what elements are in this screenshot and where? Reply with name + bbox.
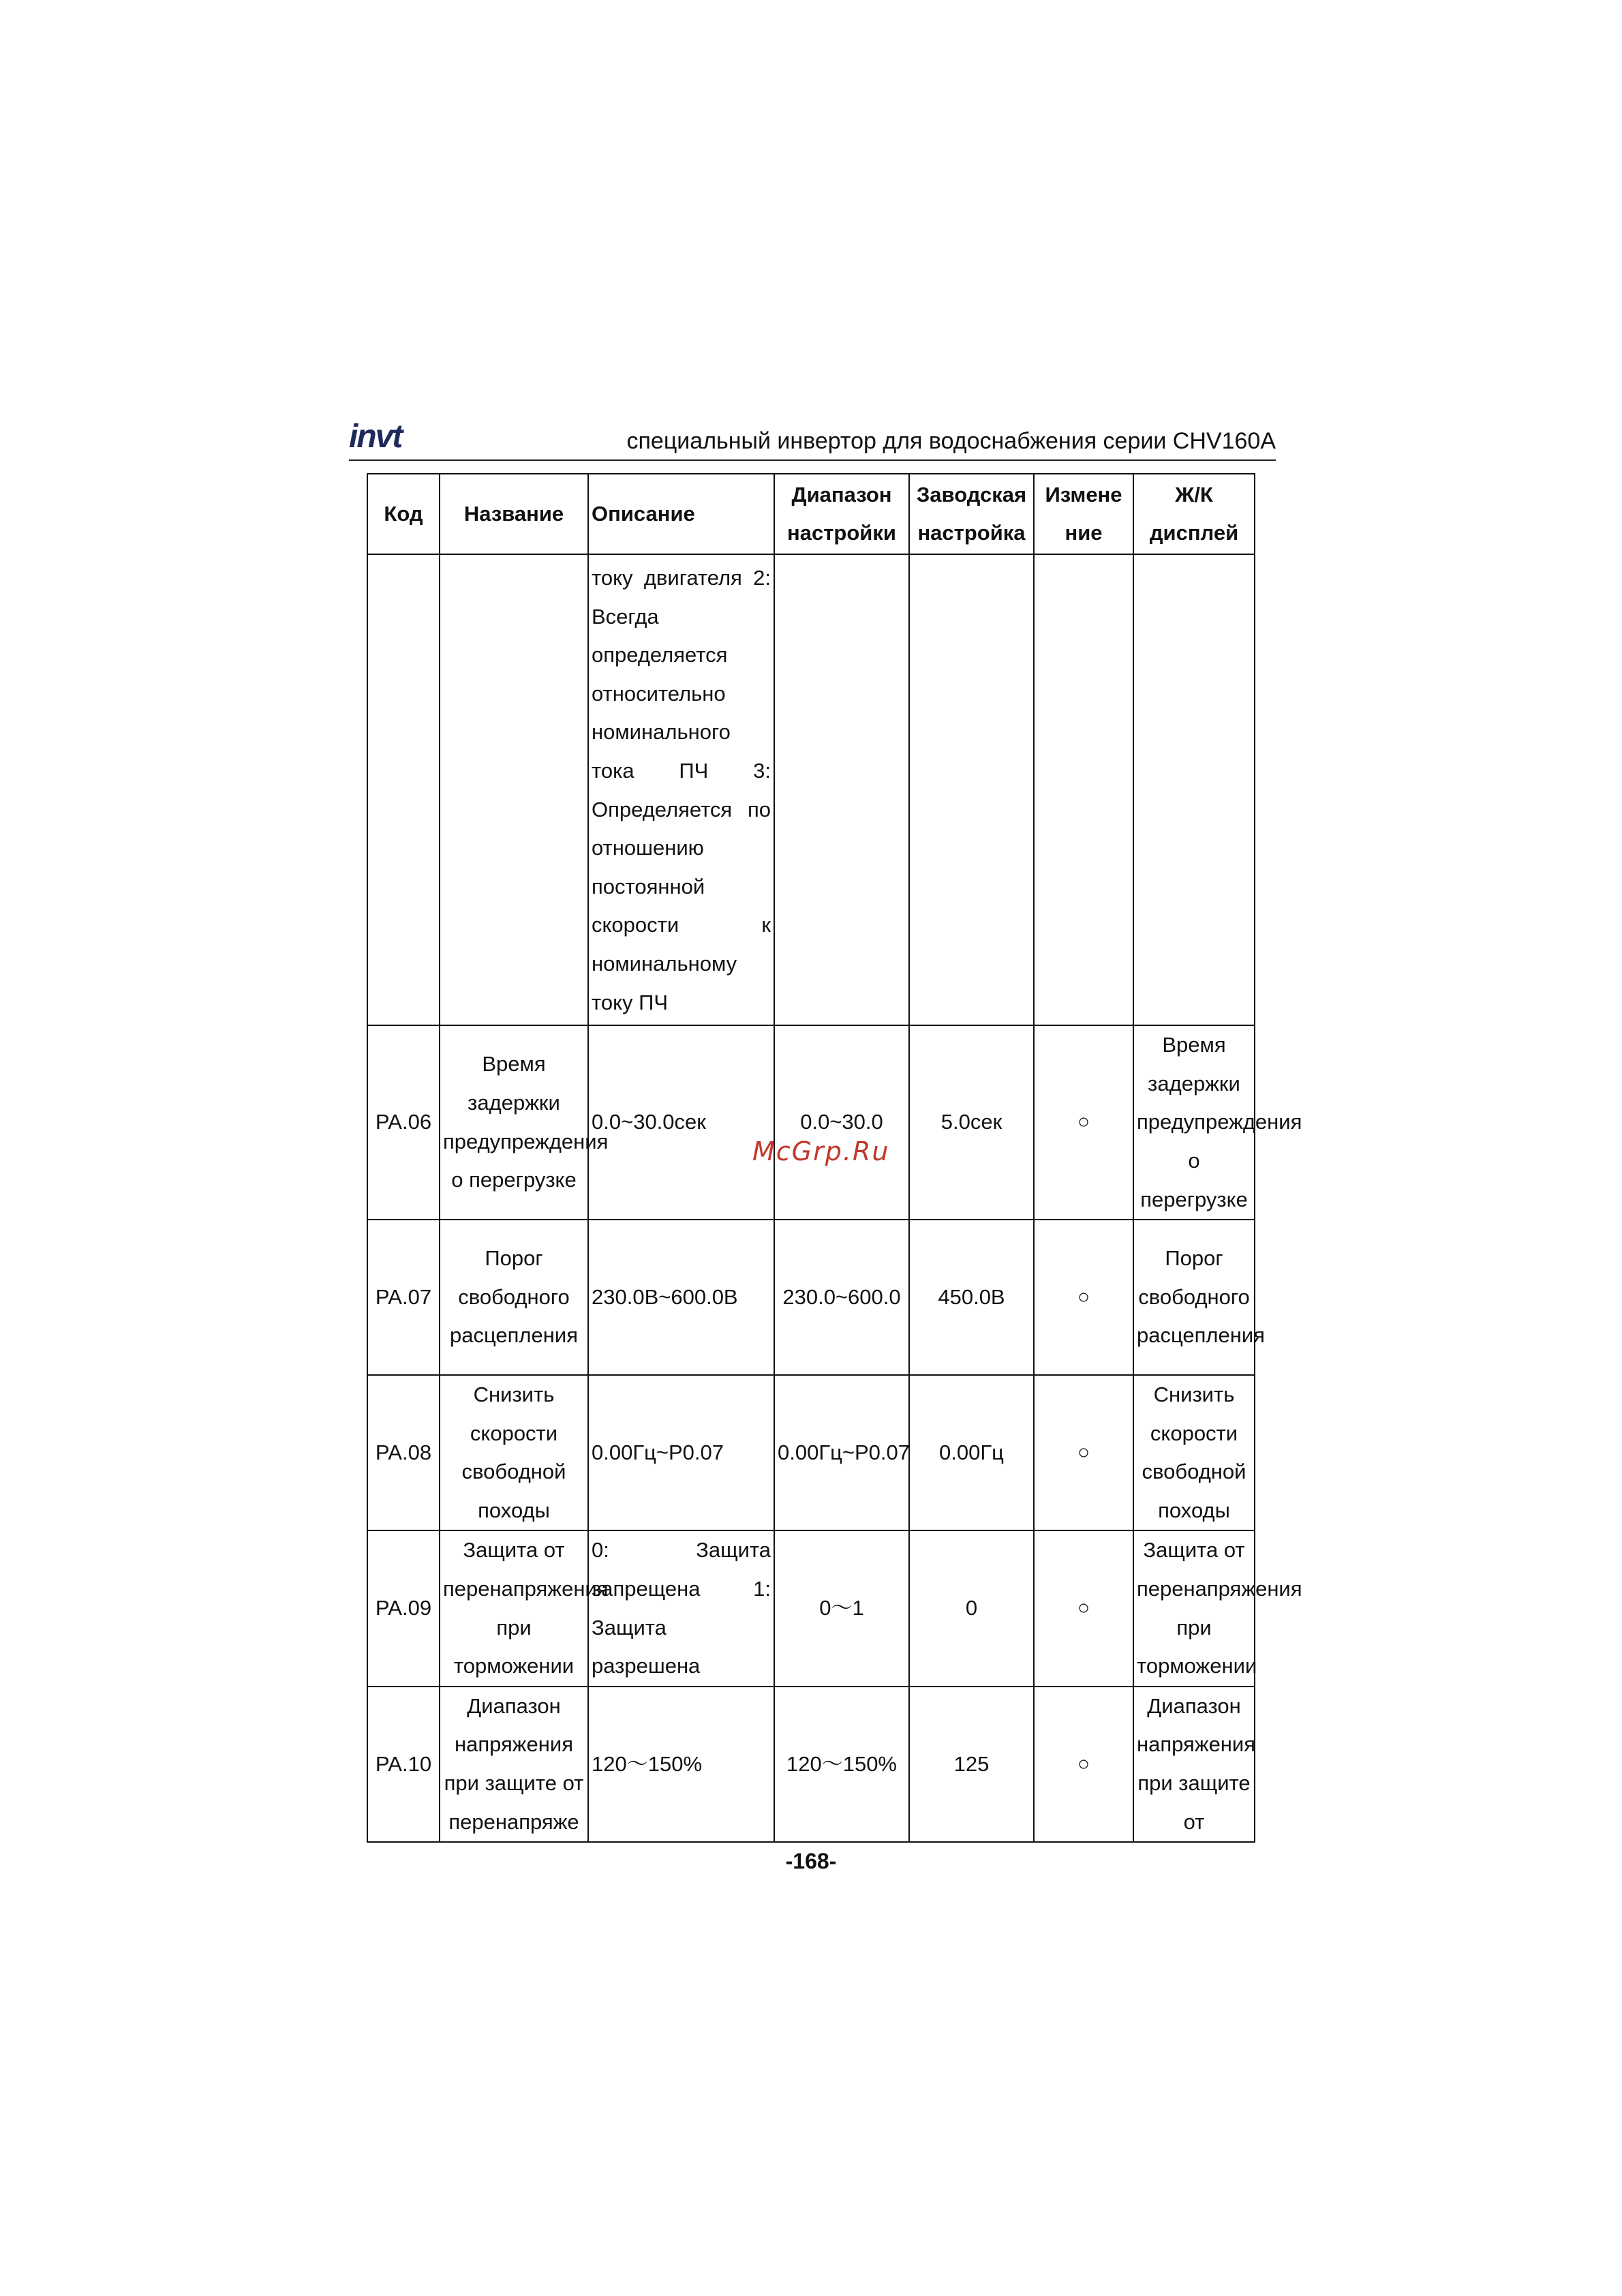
cell-description: 0.00Гц~P0.07 [588,1375,774,1530]
cell-lcd: Время задержки предупреждения о перегрузке [1133,1025,1255,1220]
column-header-lcd: Ж/К дисплей [1133,474,1255,554]
cell-description: 0: Защита запрещена 1: Защита разрешена [588,1530,774,1686]
cell-range: 0～1 [774,1530,909,1686]
cell-name: Время задержки предупреждения о перегрузке [440,1025,588,1220]
table-header-row [367,474,1255,554]
cell-name: Снизить скорости свободной походы [440,1375,588,1530]
cell-range: 0.00Гц~P0.07 [774,1375,909,1530]
cell-default: 0.00Гц [909,1375,1034,1530]
cell-description: 120～150% [588,1687,774,1842]
header-divider [349,459,1276,461]
cell-code: PA.06 [367,1025,440,1220]
cell-range: 0.0~30.0 [774,1025,909,1220]
table-row [367,1687,1255,1842]
cell-lcd [1133,554,1255,1025]
cell-lcd: Снизить скорости свободной походы [1133,1375,1255,1530]
page-header-title: специальный инвертор для водоснабжения серии CHV160A [626,428,1276,454]
column-header-default: Заводская настройка [909,474,1034,554]
cell-range [774,554,909,1025]
table-row [367,1025,1255,1220]
table-row [367,1375,1255,1530]
cell-lcd: Порог свободного расцепления [1133,1220,1255,1375]
page-number: -168- [785,1849,837,1873]
cell-change: ○ [1034,1025,1133,1220]
cell-name: Защита от перенапряжения при торможении [440,1530,588,1686]
cell-range: 120～150% [774,1687,909,1842]
cell-default [909,554,1034,1025]
cell-description: току двигателя 2: Всегда определяется относительно номинального тока ПЧ 3: Определяется по отношению постоянной скорости к номинальному току ПЧ [588,554,774,1025]
cell-name: Диапазон напряжения при защите от перенапряже [440,1687,588,1842]
cell-default: 5.0сек [909,1025,1034,1220]
cell-change [1034,554,1133,1025]
column-header-code: Код [367,474,440,554]
cell-code: PA.07 [367,1220,440,1375]
cell-code: PA.09 [367,1530,440,1686]
cell-default: 0 [909,1530,1034,1686]
cell-change: ○ [1034,1375,1133,1530]
cell-description: 0.0~30.0сек [588,1025,774,1220]
cell-lcd: Диапазон напряжения при защите от [1133,1687,1255,1842]
cell-code: PA.10 [367,1687,440,1842]
cell-description: 230.0В~600.0В [588,1220,774,1375]
watermark: McGrp.Ru [752,1136,890,1166]
cell-code [367,554,440,1025]
cell-lcd: Защита от перенапряжения при торможении [1133,1530,1255,1686]
invt-logo: invt [349,419,402,455]
table-row [367,1220,1255,1375]
cell-default: 125 [909,1687,1034,1842]
table-row [367,1530,1255,1686]
table-row-continuation [367,554,1255,1025]
column-header-name: Название [440,474,588,554]
cell-change: ○ [1034,1530,1133,1686]
cell-change: ○ [1034,1687,1133,1842]
cell-name: Порог свободного расцепления [440,1220,588,1375]
cell-code: PA.08 [367,1375,440,1530]
column-header-range: Диапазон настройки [774,474,909,554]
column-header-description: Описание [588,474,774,554]
cell-range: 230.0~600.0 [774,1220,909,1375]
cell-change: ○ [1034,1220,1133,1375]
cell-name [440,554,588,1025]
cell-default: 450.0В [909,1220,1034,1375]
column-header-change: Измене ние [1034,474,1133,554]
